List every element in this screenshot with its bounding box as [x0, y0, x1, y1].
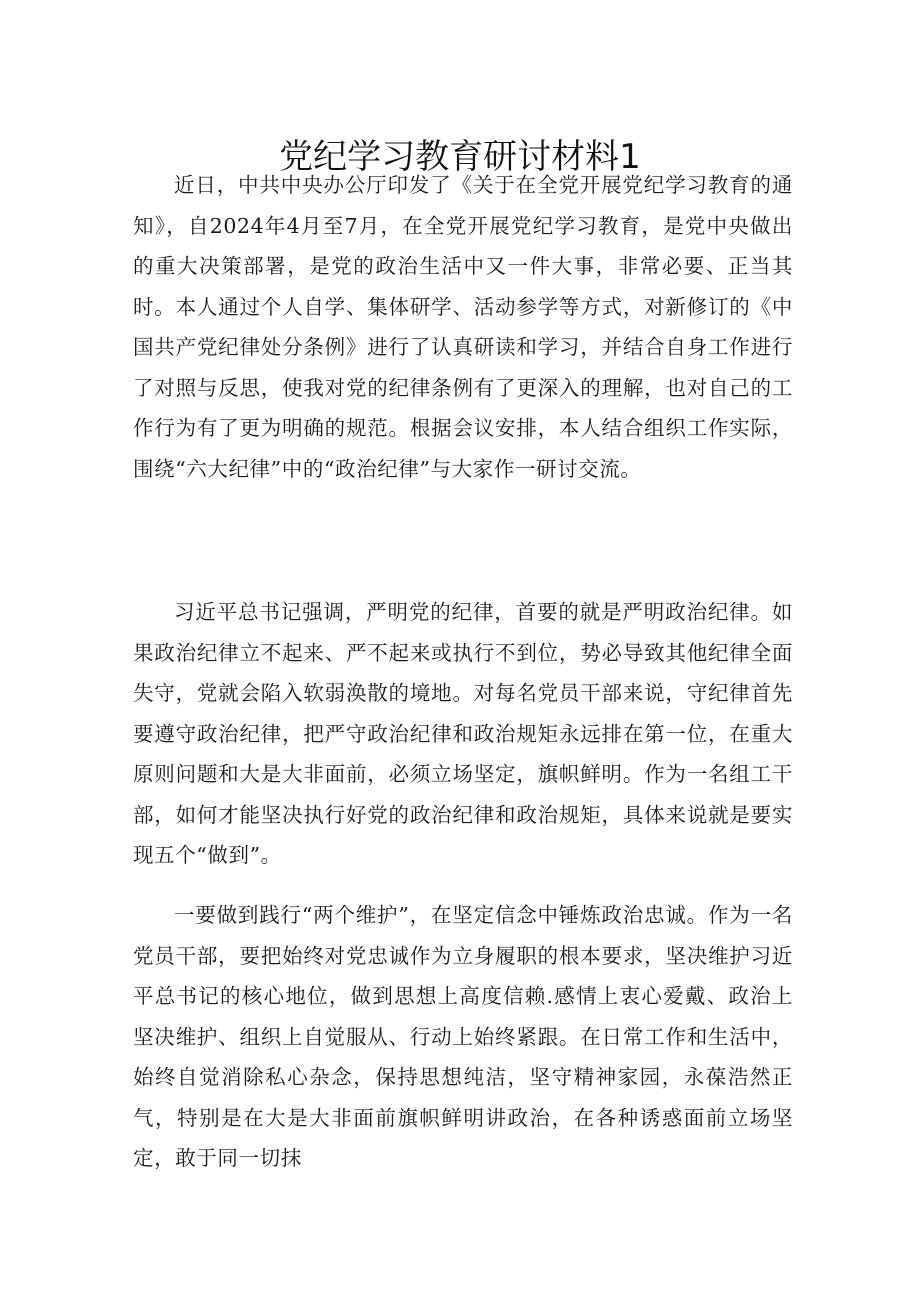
- paragraph-1: 近日，中共中央办公厅印发了《关于在全党开展党纪学习教育的通知》，自2024年4月至7月，在全党开展党纪学习教育，是党中央做出的重大决策部署，是党的政治生活中又一件大事，非常必要、正当其时。本人通过个人自学、集体研学、活动参学等方式，对新修订的《中国共产党纪律处分条例》进行了认真研读和学习，并结合自身工作进行了对照与反思，使我对党的纪律条例有了更深入的理解，也对自己的工作行为有了更为明确的规范。根据会议安排，本人结合组织工作实际，围绕“六大纪律”中的“政治纪律”与大家作一研讨交流。: [133, 173, 793, 481]
- document-title: 党纪学习教育研讨材料1: [279, 137, 641, 177]
- paragraph-3: 一要做到践行“两个维护”，在坚定信念中锤炼政治忠诚。作为一名党员干部，要把始终对党忠诚作为立身履职的根本要求，坚决维护习近平总书记的核心地位，做到思想上高度信赖.感情上衷心爱戴、政治上坚决维护、组织上自觉服从、行动上始终紧跟。在日常工作和生活中，始终自觉消除私心杂念，保持思想纯洁，坚守精神家园，永葆浩然正气，特别是在大是大非面前旗帜鲜明讲政治，在各种诱惑面前立场坚定，敢于同一切抹: [133, 903, 793, 1170]
- paragraph-2: 习近平总书记强调，严明党的纪律，首要的就是严明政治纪律。如果政治纪律立不起来、严不起来或执行不到位，势必导致其他纪律全面失守，党就会陷入软弱涣散的境地。对每名党员干部来说，守纪律首先要遵守政治纪律，把严守政治纪律和政治规矩永远排在第一位，在重大原则问题和大是大非面前，必须立场坚定，旗帜鲜明。作为一名组工干部，如何才能坚决执行好党的政治纪律和政治规矩，具体来说就是要实现五个“做到”。: [133, 600, 793, 867]
